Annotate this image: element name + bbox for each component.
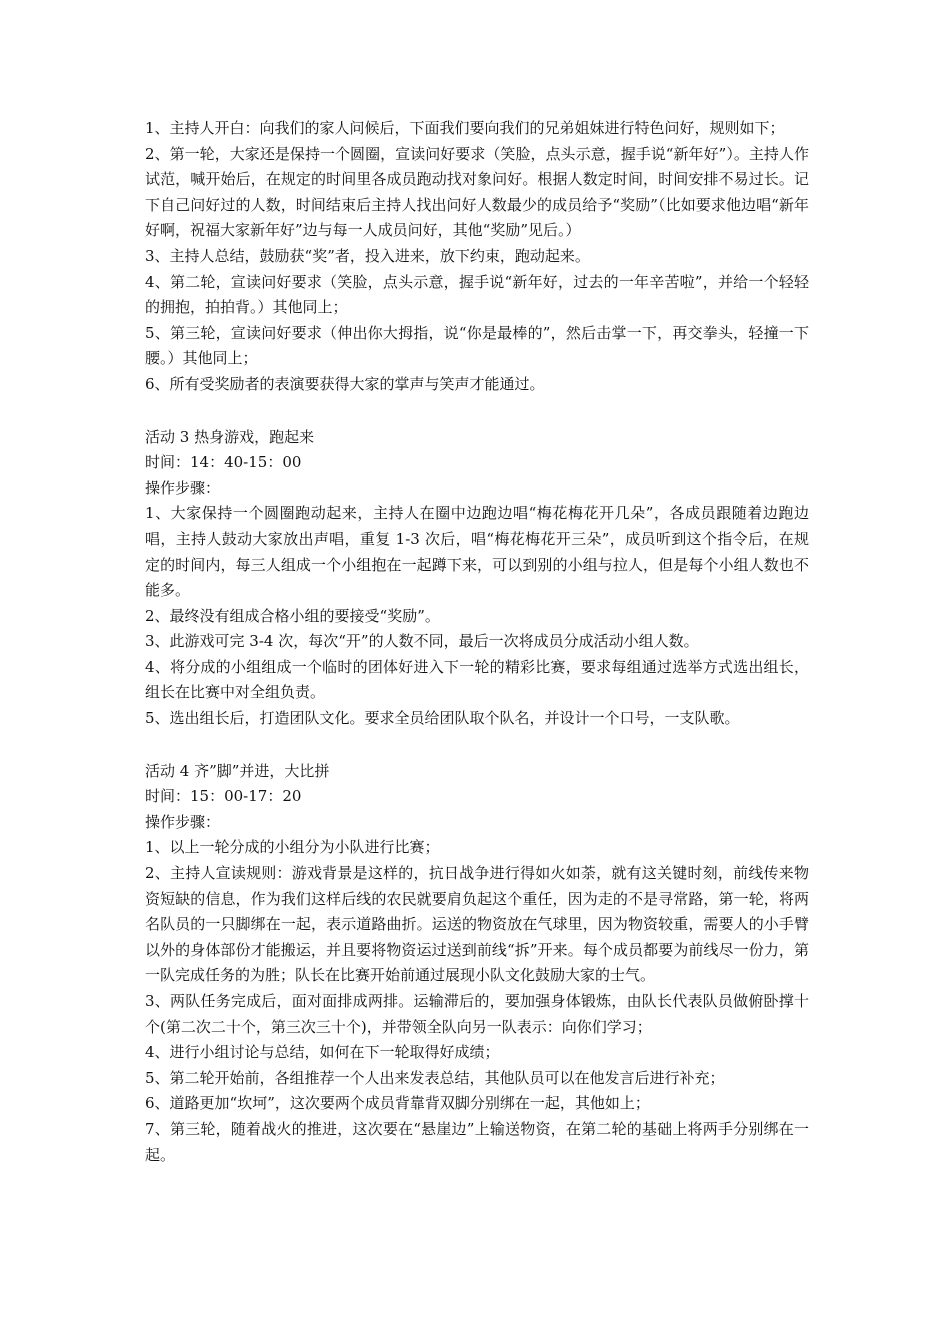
section-greeting-rules bbox=[145, 116, 809, 398]
paragraph: 2、最终没有组成合格小组的要接受“奖励”。 bbox=[145, 606, 440, 625]
paragraph: 4、将分成的小组组成一个临时的团体好进入下一轮的精彩比赛，要求每组通过选举方式选出组长，组长在比赛中对全组负责。 bbox=[145, 657, 809, 702]
paragraph: 5、第二轮开始前，各组推荐一个人出来发表总结，其他队员可以在他发言后进行补充； bbox=[145, 1068, 725, 1087]
steps-label: 操作步骤： bbox=[145, 478, 221, 497]
section-activity-3 bbox=[145, 425, 809, 732]
section-activity-4 bbox=[145, 759, 809, 1169]
document-page bbox=[145, 116, 809, 1168]
time-line: 时间：15：00-17：20 bbox=[145, 787, 302, 806]
paragraph: 5、第三轮，宣读问好要求（伸出你大拇指，说“你是最棒的”，然后击掌一下，再交拳头，轻撞一下腰。）其他同上； bbox=[145, 323, 809, 368]
paragraph: 6、道路更加“坎坷”，这次要两个成员背靠背双脚分别绑在一起，其他如上； bbox=[145, 1094, 650, 1113]
paragraph: 5、选出组长后，打造团队文化。要求全员给团队取个队名，并设计一个口号，一支队歌。 bbox=[145, 709, 740, 728]
paragraph: 7、第三轮，随着战火的推进，这次要在“悬崖边”上输送物资，在第二轮的基础上将两手分别绑在一起。 bbox=[145, 1119, 809, 1164]
section-heading: 活动 4 齐”脚”并进，大比拼 bbox=[145, 761, 330, 780]
paragraph: 1、大家保持一个圆圈跑动起来，主持人在圈中边跑边唱“梅花梅花开几朵”，各成员跟随着边跑边唱，主持人鼓动大家放出声唱，重复 1-3 次后，唱“梅花梅花开三朵”，成员听到这个指令后，在规定的时间内，每三人组成一个小组抱在一起蹲下来，可以到别的小组与拉人，但是每个小组人数也不能多。 bbox=[145, 504, 809, 600]
paragraph: 4、进行小组讨论与总结，如何在下一轮取得好成绩； bbox=[145, 1043, 500, 1062]
paragraph: 1、主持人开白：向我们的家人问候后，下面我们要向我们的兄弟姐妹进行特色问好，规则如下； bbox=[145, 119, 785, 137]
paragraph: 3、两队任务完成后，面对面排成两排。运输滞后的，要加强身体锻炼，由队长代表队员做俯卧撑十个(第二次二十个，第三次三十个)，并带领全队向另一队表示：向你们学习； bbox=[145, 992, 809, 1036]
paragraph: 1、以上一轮分成的小组分为小队进行比赛； bbox=[145, 838, 440, 857]
paragraph: 3、主持人总结，鼓励获“奖”者，投入进来，放下约束，跑动起来。 bbox=[145, 246, 590, 265]
paragraph: 3、此游戏可完 3-4 次，每次“开”的人数不同，最后一次将成员分成活动小组人数。 bbox=[145, 632, 699, 651]
section-heading: 活动 3 热身游戏，跑起来 bbox=[145, 427, 315, 446]
time-line: 时间：14：40-15：00 bbox=[145, 453, 302, 472]
steps-label: 操作步骤： bbox=[145, 812, 221, 831]
paragraph: 2、主持人宣读规则：游戏背景是这样的，抗日战争进行得如火如荼，就有这关键时刻，前线传来物资短缺的信息，作为我们这样后线的农民就要肩负起这个重任，因为走的不是寻常路，第一轮，将两名队员的一只脚绑在一起，表示道路曲折。运送的物资放在气球里，因为物资较重，需要人的小手臂以外的身体部份才能搬运，并且要将物资运过送到前线“拆”开来。每个成员都要为前线尽一份力，第一队完成任务的为胜；队长在比赛开始前通过展现小队文化鼓励大家的士气。 bbox=[145, 864, 809, 985]
paragraph: 6、所有受奖励者的表演要获得大家的掌声与笑声才能通过。 bbox=[145, 374, 545, 393]
paragraph: 4、第二轮，宣读问好要求（笑脸，点头示意，握手说“新年好，过去的一年辛苦啦”，并给一个轻轻的拥抱，拍拍背。）其他同上； bbox=[145, 272, 809, 317]
paragraph: 2、第一轮，大家还是保持一个圆圈，宣读问好要求（笑脸，点头示意，握手说“新年好”）。主持人作试范，喊开始后，在规定的时间里各成员跑动找对象问好。根据人数定时间，时间安排不易过长。记下自己问好过的人数，时间结束后主持人找出问好人数最少的成员给予“奖励”（比如要求他边唱“新年好啊，祝福大家新年好”边与每一人成员问好，其他“奖励”见后。） bbox=[145, 144, 809, 240]
